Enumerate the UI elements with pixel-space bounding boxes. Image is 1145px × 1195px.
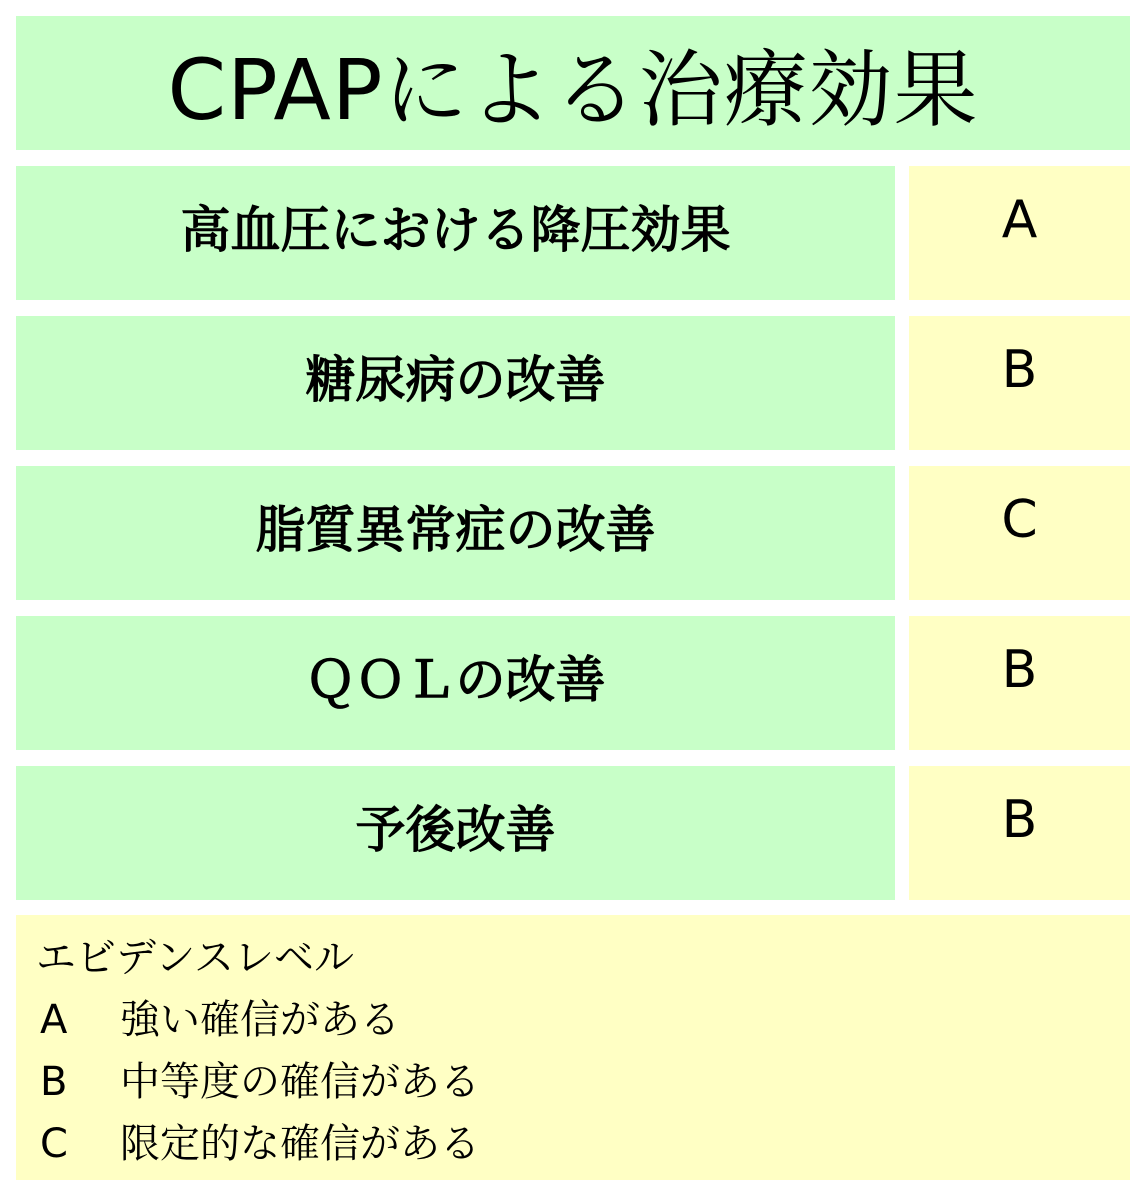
- legend-grade: C: [40, 1121, 68, 1167]
- title-panel: [16, 16, 1130, 150]
- legend-heading: エビデンスレベル: [36, 935, 354, 981]
- evidence-legend: [16, 915, 1130, 1180]
- row-label-dyslipidemia: 脂質異常症の改善: [16, 466, 895, 600]
- legend-text: 中等度の確信がある: [120, 1059, 480, 1105]
- row-grade-qol: B: [909, 616, 1130, 750]
- row-label-diabetes: 糖尿病の改善: [16, 316, 895, 450]
- legend-item: [36, 1051, 1130, 1113]
- legend-item: [36, 989, 1130, 1051]
- row-grade-dyslipidemia: C: [909, 466, 1130, 600]
- legend-item: [36, 1113, 1130, 1175]
- legend-grade: B: [40, 1059, 68, 1105]
- row-grade-prognosis: B: [909, 766, 1130, 900]
- row-label-qol: ＱＯＬの改善: [16, 616, 895, 750]
- row-grade-hypertension: A: [909, 166, 1130, 300]
- row-label-hypertension: 高血圧における降圧効果: [16, 166, 895, 300]
- legend-text: 限定的な確信がある: [120, 1121, 480, 1167]
- legend-text: 強い確信がある: [120, 997, 400, 1043]
- page-title: CPAPによる治療効果: [167, 40, 979, 139]
- row-grade-diabetes: B: [909, 316, 1130, 450]
- legend-grade: A: [40, 997, 68, 1043]
- row-label-prognosis: 予後改善: [16, 766, 895, 900]
